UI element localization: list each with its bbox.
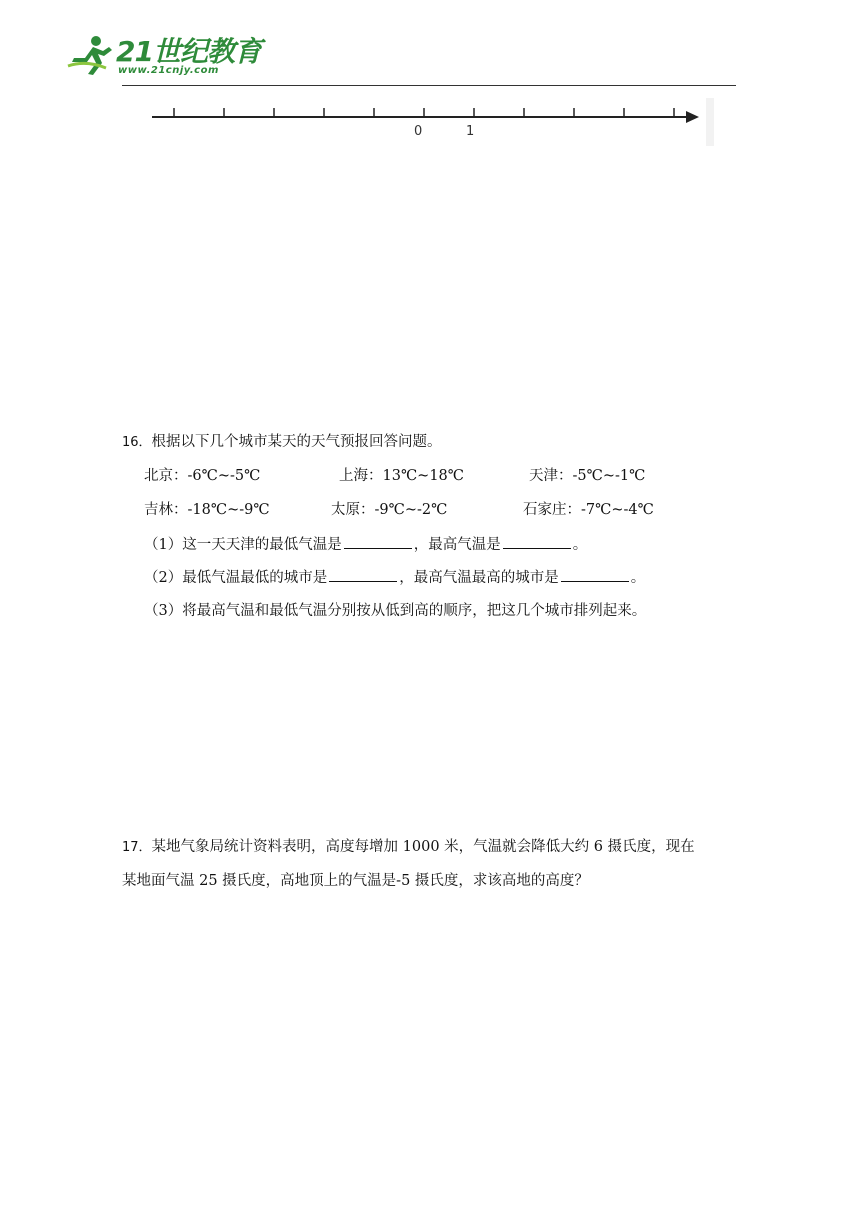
answer-blank[interactable]: [329, 567, 397, 582]
runner-icon: [66, 34, 116, 76]
forecast-taiyuan: [331, 500, 447, 520]
answer-blank[interactable]: [561, 567, 629, 582]
sub1-text-c: 。: [572, 537, 588, 553]
q17-number: 17．: [122, 840, 152, 855]
number-line-ticks: [174, 108, 674, 117]
temp-range: -7℃~-4℃: [581, 502, 654, 518]
number-line: [145, 98, 725, 148]
header-divider: [122, 85, 736, 86]
q16-sub3: （3）将最高气温和最低气温分别按从低到高的顺序，把这几个城市排列起来。: [144, 603, 647, 619]
temp-range: -6℃~-5℃: [187, 468, 261, 484]
answer-blank[interactable]: [344, 534, 412, 549]
number-line-arrowhead: [686, 111, 699, 123]
logo-text: 21世纪教育: [116, 35, 261, 68]
tick-label-one: 1: [466, 124, 475, 139]
temp-range: -18℃~-9℃: [187, 502, 270, 518]
city-name: 石家庄：: [523, 502, 581, 518]
forecast-beijing: [144, 466, 260, 486]
number-line-figure: [145, 98, 725, 148]
q17-text-1: 某地气象局统计资料表明，高度每增加 1000 米，气温就会降低大约 6 摄氏度，现在: [151, 839, 695, 855]
city-name: 吉林：: [144, 502, 188, 518]
q16-sub2: [144, 567, 645, 588]
q16-sub1: [144, 534, 587, 555]
q17-line2: 某地面气温 25 摄氏度，高地顶上的气温是-5 摄氏度，求该高地的高度？: [122, 873, 589, 889]
city-name: 太原：: [331, 502, 375, 518]
city-name: 上海：: [339, 468, 383, 484]
temp-range: -9℃~-2℃: [374, 502, 448, 518]
q16-number: 16．: [122, 435, 152, 450]
sub2-text-c: 。: [630, 570, 646, 586]
forecast-tianjin: [529, 466, 645, 486]
sub1-text-b: ，最高气温是: [413, 537, 501, 553]
temp-range: -5℃~-1℃: [572, 468, 646, 484]
q16-text: 根据以下几个城市某天的天气预报回答问题。: [151, 434, 442, 450]
forecast-shanghai: [339, 466, 464, 486]
city-name: 天津：: [529, 468, 573, 484]
sub1-text-a: （1）这一天天津的最低气温是: [144, 537, 342, 553]
forecast-shijiazhuang: [523, 500, 654, 520]
site-logo: [66, 34, 261, 76]
sub2-text-a: （2）最低气温最低的城市是: [144, 570, 328, 586]
tick-label-zero: 0: [414, 124, 423, 139]
city-name: 北京：: [144, 468, 188, 484]
sub2-text-b: ，最高气温最高的城市是: [399, 570, 559, 586]
forecast-jilin: [144, 500, 270, 520]
answer-blank[interactable]: [503, 534, 571, 549]
q16-prompt: [122, 432, 442, 453]
q17-line1: [122, 837, 695, 858]
temp-range: 13℃~18℃: [382, 468, 464, 484]
logo-url: www.21cnjy.com: [118, 65, 219, 76]
